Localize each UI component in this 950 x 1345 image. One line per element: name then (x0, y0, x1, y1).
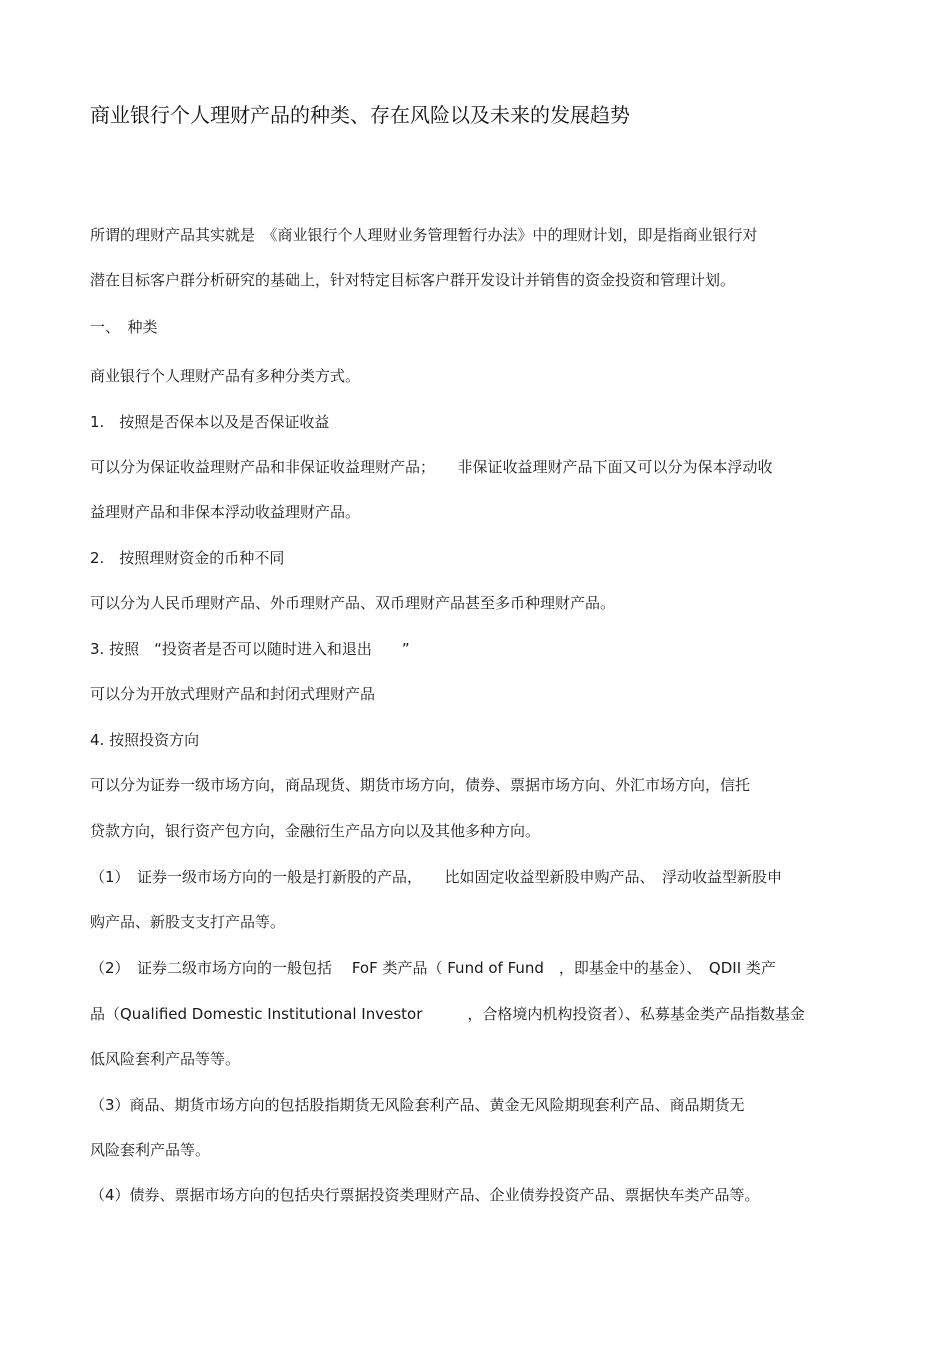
paragraph-line: 可以分为开放式理财产品和封闭式理财产品 (90, 685, 376, 703)
paragraph-line: （1） 证券一级市场方向的一般是打新股的产品， 比如固定收益型新股申购产品、 浮动收益型新股申 (90, 868, 783, 886)
paragraph-line: 可以分为人民币理财产品、外币理财产品、双币理财产品甚至多币种理财产品。 (90, 594, 616, 612)
paragraph-line: 低风险套利产品等等。 (90, 1050, 241, 1068)
list-heading: 1. 按照是否保本以及是否保证收益 (90, 413, 330, 431)
paragraph-line: 购产品、新股支支打产品等。 (90, 913, 286, 931)
list-heading: 4. 按照投资方向 (90, 731, 200, 749)
paragraph-line: 可以分为证券一级市场方向，商品现货、期货市场方向，债券、票据市场方向、外汇市场方向，信托 (90, 776, 751, 794)
list-heading: 2. 按照理财资金的币种不同 (90, 549, 285, 567)
section-heading: 一、 种类 (90, 318, 158, 336)
paragraph-line: 可以分为保证收益理财产品和非保证收益理财产品； 非保证收益理财产品下面又可以分为保本浮动收 (90, 458, 773, 476)
paragraph-line: 所谓的理财产品其实就是 《商业银行个人理财业务管理暂行办法》中的理财计划，即是指商业银行对 (90, 226, 758, 244)
paragraph-line: 潜在目标客户群分析研究的基础上，针对特定目标客户群开发设计并销售的资金投资和管理计划。 (90, 271, 736, 289)
paragraph-line: 品（Qualified Domestic Institutional Investor ，合格境内机构投资者）、私募基金类产品指数基金 (90, 1005, 805, 1023)
list-heading: 3. 按照 “投资者是否可以随时进入和退出 ” (90, 640, 410, 658)
paragraph-line: （4）债券、票据市场方向的包括央行票据投资类理财产品、企业债券投资产品、票据快车类产品等。 (90, 1186, 760, 1204)
paragraph-line: 贷款方向，银行资产包方向，金融衍生产品方向以及其他多种方向。 (90, 822, 541, 840)
document-title: 商业银行个人理财产品的种类、存在风险以及未来的发展趋势 (90, 103, 630, 127)
paragraph-line: （3）商品、期货市场方向的包括股指期货无风险套利产品、黄金无风险期现套利产品、商品期货无 (90, 1096, 745, 1114)
paragraph-line: （2） 证券二级市场方向的一般包括 FoF 类产品（ Fund of Fund ，即基金中的基金）、 QDII 类产 (90, 959, 776, 977)
paragraph-line: 商业银行个人理财产品有多种分类方式。 (90, 367, 361, 385)
paragraph-line: 风险套利产品等。 (90, 1141, 211, 1159)
paragraph-line: 益理财产品和非保本浮动收益理财产品。 (90, 503, 361, 521)
